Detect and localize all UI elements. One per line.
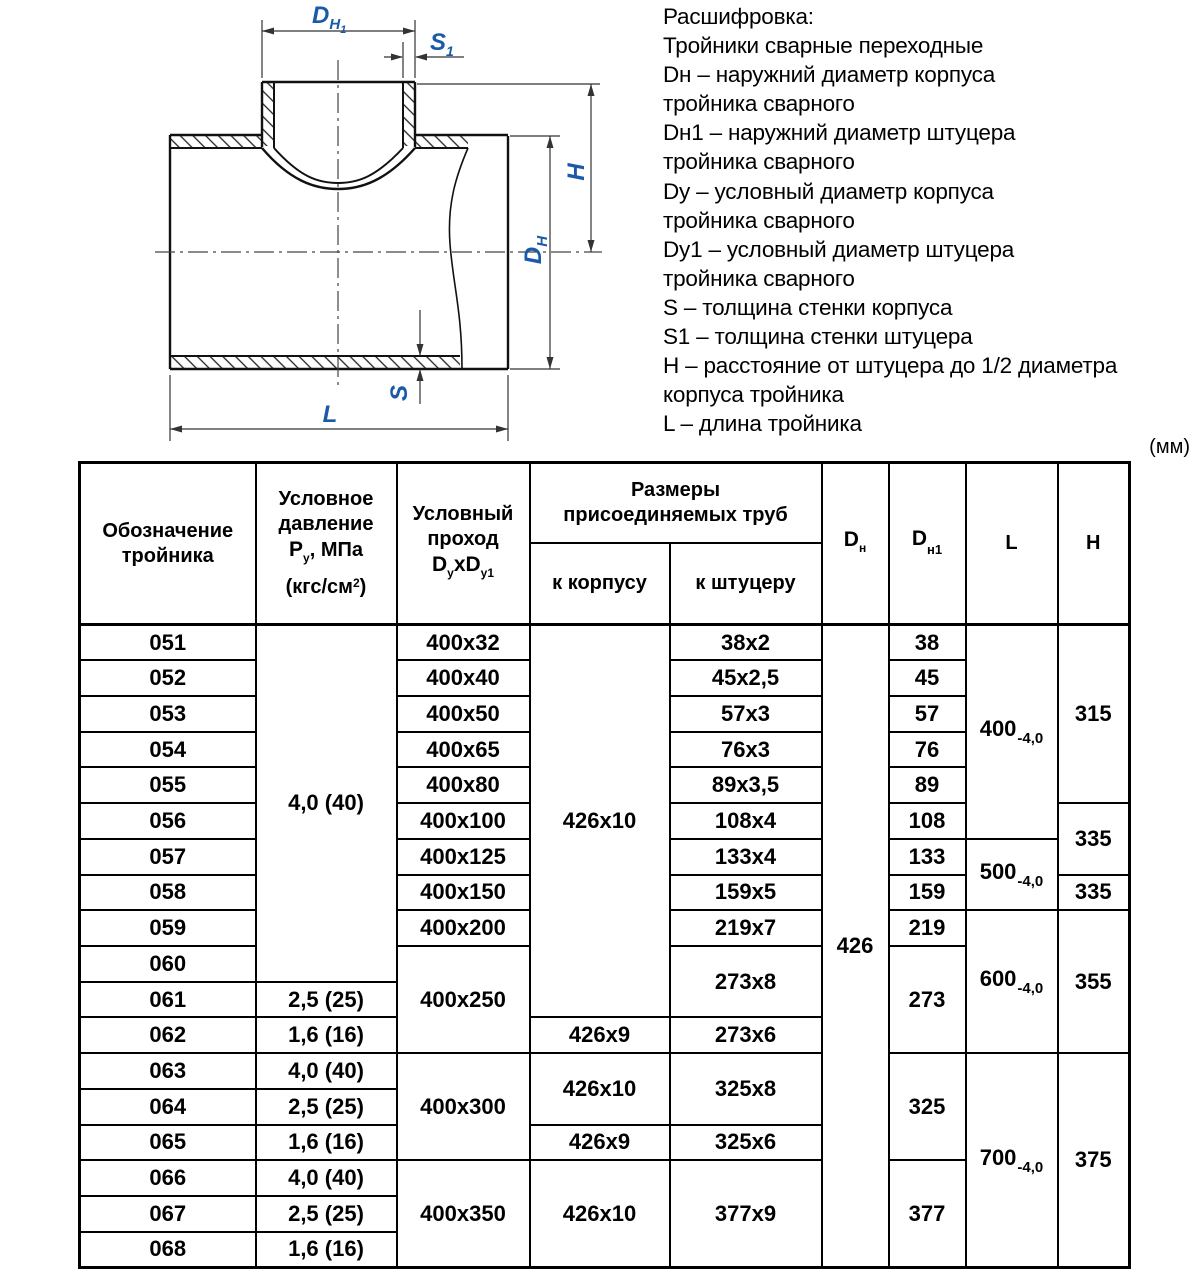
- bore-cell: 400x50: [397, 696, 530, 732]
- legend-line: Dн1 – наружний диаметр штуцера: [663, 120, 1016, 146]
- legend-line: тройника сварного: [663, 207, 855, 233]
- dn1-cell: 38: [889, 625, 966, 661]
- designation-cell: 051: [80, 625, 256, 661]
- h-cell: 335: [1058, 803, 1130, 874]
- tee-drawing: [0, 0, 660, 460]
- to-body-cell: 426x10: [530, 1053, 670, 1124]
- dim-label-h: H: [563, 163, 590, 181]
- bore-cell: 400x100: [397, 803, 530, 839]
- designation-cell: 064: [80, 1089, 256, 1125]
- pressure-cell: 2,5 (25): [256, 982, 397, 1018]
- designation-cell: 057: [80, 839, 256, 875]
- legend-line: корпуса тройника: [663, 382, 844, 408]
- to-branch-cell: 57x3: [670, 696, 822, 732]
- header-dn1: $D_{н1}$: [889, 463, 966, 625]
- to-body-cell: 426x9: [530, 1125, 670, 1161]
- designation-cell: 062: [80, 1017, 256, 1053]
- pressure-cell: 4,0 (40): [256, 1160, 397, 1196]
- break-line: [449, 148, 468, 369]
- to-branch-cell: 76x3: [670, 732, 822, 768]
- dn1-cell: 57: [889, 696, 966, 732]
- designation-cell: 060: [80, 946, 256, 982]
- legend-line: S1 – толщина стенки штуцера: [663, 324, 973, 350]
- to-branch-cell: 45x2,5: [670, 660, 822, 696]
- pressure-cell: 4,0 (40): [256, 625, 397, 982]
- designation-cell: 061: [80, 982, 256, 1018]
- pressure-cell: 1,6 (16): [256, 1017, 397, 1053]
- bore-cell: 400x350: [397, 1160, 530, 1267]
- to-body-cell: 426x10: [530, 625, 670, 1018]
- to-body-cell: 426x10: [530, 1160, 670, 1267]
- dim-label-s1: $S_1$: [430, 29, 454, 59]
- designation-cell: 058: [80, 875, 256, 911]
- centerlines: [155, 60, 602, 390]
- to-branch-cell: 89x3,5: [670, 767, 822, 803]
- header-h: H: [1058, 463, 1130, 625]
- dim-label-l: L: [322, 401, 338, 428]
- designation-cell: 065: [80, 1125, 256, 1161]
- designation-cell: 054: [80, 732, 256, 768]
- bore-cell: 400x80: [397, 767, 530, 803]
- header-designation: Обозначение тройника: [80, 463, 256, 625]
- to-branch-cell: 325x8: [670, 1053, 822, 1124]
- legend-line: Dу1 – условный диаметр штуцера: [663, 236, 1015, 262]
- h-cell: 315: [1058, 625, 1130, 804]
- legend-line: H – расстояние от штуцера до 1/2 диаметра: [663, 353, 1118, 379]
- pressure-cell: 2,5 (25): [256, 1196, 397, 1232]
- dn1-cell: 377: [889, 1160, 966, 1267]
- legend-line: S – толщина стенки корпуса: [663, 294, 953, 320]
- to-branch-cell: 108x4: [670, 803, 822, 839]
- l-cell: $400_{-4,0}$: [966, 625, 1058, 839]
- l-cell: $600_{-4,0}$: [966, 910, 1058, 1053]
- legend-line: Dу – условный диаметр корпуса: [663, 178, 994, 204]
- designation-cell: 068: [80, 1232, 256, 1268]
- designation-cell: 055: [80, 767, 256, 803]
- bore-cell: 400x32: [397, 625, 530, 661]
- dn1-cell: 325: [889, 1053, 966, 1160]
- to-branch-cell: 377x9: [670, 1160, 822, 1267]
- pressure-cell: 4,0 (40): [256, 1053, 397, 1089]
- header-to-branch: к штуцеру: [670, 543, 822, 625]
- to-body-cell: 426x9: [530, 1017, 670, 1053]
- legend-line: Тройники сварные переходные: [663, 33, 984, 59]
- dim-label-s: S: [386, 384, 413, 402]
- to-branch-cell: 273x8: [670, 946, 822, 1017]
- pressure-cell: 1,6 (16): [256, 1125, 397, 1161]
- to-branch-cell: 38x2: [670, 625, 822, 661]
- dn-cell: 426: [822, 625, 889, 1268]
- dn1-cell: 133: [889, 839, 966, 875]
- to-branch-cell: 273x6: [670, 1017, 822, 1053]
- legend-line: тройника сварного: [663, 91, 855, 117]
- designation-cell: 059: [80, 910, 256, 946]
- designation-cell: 053: [80, 696, 256, 732]
- legend-line: Dн – наружний диаметр корпуса: [663, 62, 996, 88]
- to-branch-cell: 133x4: [670, 839, 822, 875]
- dim-label-dh1: $D_Н1$: [312, 2, 347, 36]
- bore-cell: 400x65: [397, 732, 530, 768]
- hatched-walls: [170, 82, 468, 369]
- dn1-cell: 273: [889, 946, 966, 1053]
- bore-cell: 400x125: [397, 839, 530, 875]
- designation-cell: 063: [80, 1053, 256, 1089]
- designation-cell: 052: [80, 660, 256, 696]
- legend-line: тройника сварного: [663, 149, 855, 175]
- to-branch-cell: 325x6: [670, 1125, 822, 1161]
- dn1-cell: 89: [889, 767, 966, 803]
- bore-cell: 400x40: [397, 660, 530, 696]
- h-cell: 355: [1058, 910, 1130, 1053]
- table-row: [80, 625, 1130, 661]
- header-l: L: [966, 463, 1058, 625]
- pressure-cell: 1,6 (16): [256, 1232, 397, 1268]
- dimension-arrows: [170, 28, 595, 433]
- dn1-cell: 108: [889, 803, 966, 839]
- bore-cell: 400x250: [397, 946, 530, 1053]
- header-to-body: к корпусу: [530, 543, 670, 625]
- legend: [663, 2, 1198, 438]
- designation-cell: 067: [80, 1196, 256, 1232]
- bore-cell: 400x300: [397, 1053, 530, 1160]
- legend-line: L – длина тройника: [663, 411, 862, 437]
- h-cell: 375: [1058, 1053, 1130, 1267]
- to-branch-cell: 219x7: [670, 910, 822, 946]
- bore-cell: 400x200: [397, 910, 530, 946]
- dn1-cell: 76: [889, 732, 966, 768]
- dn1-cell: 159: [889, 875, 966, 911]
- pressure-cell: 2,5 (25): [256, 1089, 397, 1125]
- table-row: [80, 1053, 1130, 1089]
- dim-label-dh: $D_Н$: [520, 235, 551, 265]
- h-cell: 335: [1058, 875, 1130, 911]
- units-note: (мм): [1149, 436, 1190, 458]
- dn1-cell: 219: [889, 910, 966, 946]
- header-pressure: Условное давление $P_у$, МПа $(кгс/см^2)$: [256, 463, 397, 625]
- header-dn: $D_н$: [822, 463, 889, 625]
- l-cell: $700_{-4,0}$: [966, 1053, 1058, 1267]
- l-cell: $500_{-4,0}$: [966, 839, 1058, 910]
- dn1-cell: 45: [889, 660, 966, 696]
- legend-title: Расшифровка:: [663, 4, 814, 29]
- legend-line: тройника сварного: [663, 265, 855, 291]
- to-branch-cell: 159x5: [670, 875, 822, 911]
- header-pipes: Размеры присоединяемых труб: [530, 463, 822, 543]
- header-bore: Условный проход $D_уxD_{у1}$: [397, 463, 530, 625]
- designation-cell: 056: [80, 803, 256, 839]
- bore-cell: 400x150: [397, 875, 530, 911]
- designation-cell: 066: [80, 1160, 256, 1196]
- spec-table: [78, 461, 1131, 1269]
